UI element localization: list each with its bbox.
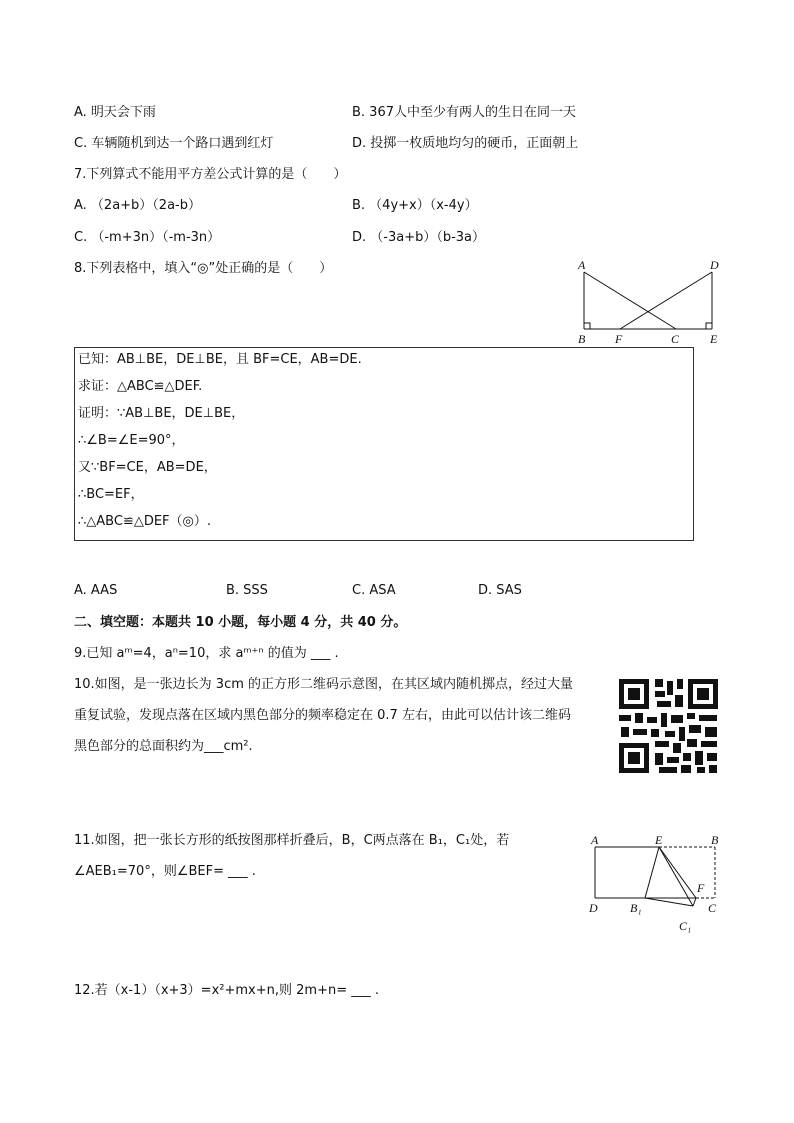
q11-folded-rectangle-figure — [585, 830, 725, 940]
q10-line-1: 10.如图，是一张边长为 3cm 的正方形二维码示意图，在其区域内随机掷点，经过大量 — [74, 677, 574, 692]
label-b1: B₁ — [630, 901, 642, 915]
label-a: A — [591, 833, 599, 847]
proof-line-4: ∴∠B=∠E=90°， — [78, 433, 185, 448]
proof-line-5: 又∵BF=CE，AB=DE， — [78, 460, 217, 475]
proof-line-6: ∴BC=EF， — [78, 487, 144, 502]
label-c: C — [671, 332, 680, 346]
q8-stem: 8.下列表格中，填入“◎”处正确的是（ ） — [74, 261, 333, 276]
section-2-heading: 二、填空题：本题共 10 小题，每小题 4 分，共 40 分。 — [74, 615, 407, 630]
label-f: F — [615, 332, 623, 346]
q11-line-2: ∠AEB₁=70°，则∠BEF= ___ . — [74, 864, 256, 879]
q6-option-b: B. 367人中至少有两人的生日在同一天 — [352, 105, 576, 120]
q8-option-d: D. SAS — [478, 583, 522, 598]
q7-stem: 7.下列算式不能用平方差公式计算的是（ ） — [74, 167, 347, 182]
label-d: D — [589, 901, 598, 915]
label-c1: C₁ — [679, 919, 692, 933]
q7-option-a: A. （2a+b）（2a-b） — [74, 198, 201, 213]
q6-option-a: A. 明天会下雨 — [74, 105, 156, 120]
q8-triangle-figure — [570, 255, 730, 347]
q8-option-c: C. ASA — [352, 583, 396, 598]
q8-option-a: A. AAS — [74, 583, 118, 598]
q6-option-d: D. 投掷一枚质地均匀的硬币，正面朝上 — [352, 136, 579, 151]
q7-option-b: B. （4y+x）（x-4y） — [352, 198, 478, 213]
label-a: A — [578, 258, 586, 272]
q9-text: 9.已知 aᵐ=4，aⁿ=10，求 aᵐ⁺ⁿ 的值为 ___ . — [74, 646, 339, 661]
label-b: B — [711, 833, 719, 847]
label-d: D — [710, 258, 719, 272]
q12-text: 12.若（x-1）（x+3）=x²+mx+n,则 2m+n= ___ . — [74, 983, 379, 998]
q10-line-3: 黑色部分的总面积约为___cm². — [74, 739, 253, 754]
proof-line-given: 已知：AB⊥BE，DE⊥BE，且 BF=CE，AB=DE. — [78, 352, 362, 367]
label-b: B — [578, 332, 586, 346]
q7-option-d: D. （-3a+b）（b-3a） — [352, 230, 486, 245]
q7-option-c: C. （-m+3n）（-m-3n） — [74, 230, 221, 245]
proof-line-prove: 求证：△ABC≌△DEF. — [78, 379, 203, 394]
q6-option-c: C. 车辆随机到达一个路口遇到红灯 — [74, 136, 274, 151]
label-c: C — [708, 901, 717, 915]
q8-option-b: B. SSS — [226, 583, 268, 598]
proof-line-3: 证明：∵AB⊥BE，DE⊥BE， — [78, 406, 245, 421]
q10-line-2: 重复试验，发现点落在区域内黑色部分的频率稳定在 0.7 左右，由此可以估计该二维码 — [74, 708, 571, 723]
label-e: E — [655, 833, 663, 847]
proof-line-7: ∴△ABC≌△DEF（◎）. — [78, 514, 211, 529]
label-e: E — [710, 332, 718, 346]
label-f: F — [697, 881, 705, 895]
qr-code-image — [617, 677, 720, 775]
q11-line-1: 11.如图，把一张长方形的纸按图那样折叠后，B，C两点落在 B₁，C₁处，若 — [74, 833, 510, 848]
